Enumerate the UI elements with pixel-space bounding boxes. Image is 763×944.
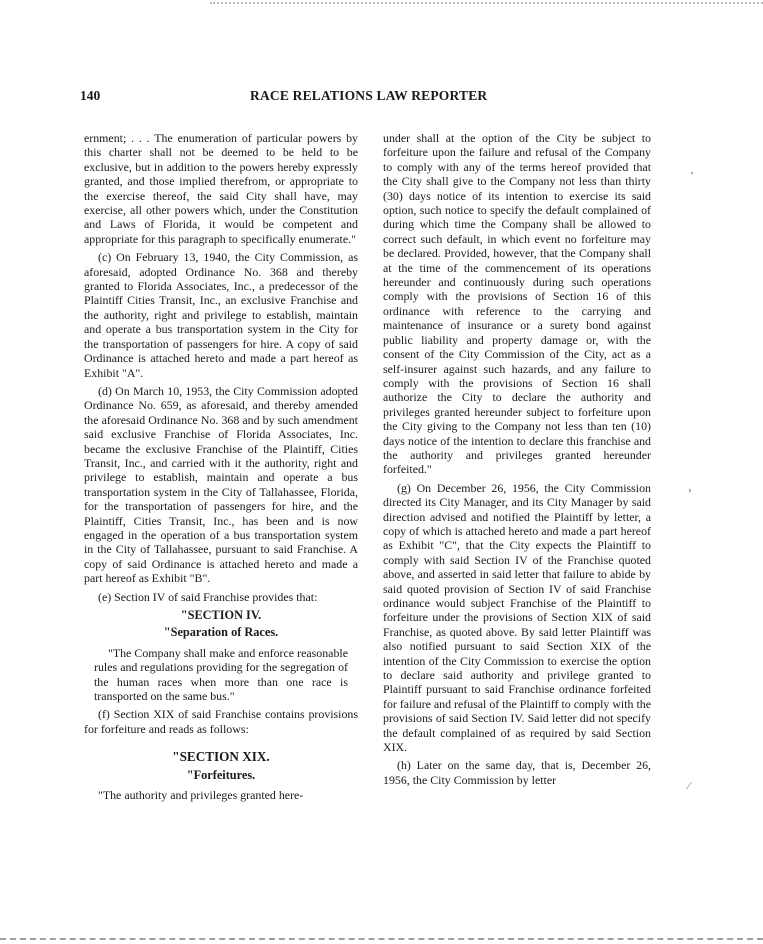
quote-section-xix-start: "The authority and privileges granted here- (98, 788, 304, 803)
heading-section-iv: "SECTION IV. (180, 608, 262, 622)
paragraph-e: (e) Section IV of said Franchise provides that: (98, 589, 318, 604)
page-number: 140 (80, 88, 101, 103)
paragraph-h: (h) Later on the same day, that is, December 26, 1956, the City Commission by letter (383, 758, 651, 787)
paragraph-charter-continuation: ernment; . . . The enumeration of particular powers by this charter shall not be deemed to be held to be exclusive, but in addition to the powers hereby expressly granted, and those implied therefrom, or appropriate to the exercise thereof, the said City shall have, may exercise, all other powers which, under the Constitution and Laws of Florida, it would be competent and appropriate for this paragraph to specifically enumerate." (84, 131, 358, 246)
page-header (80, 88, 660, 108)
quote-section-iv: "The Company shall make and enforce reasonable rules and regulations providing for the segregation of the human races when more than one race is transported on the same bus." (94, 645, 348, 704)
heading-forfeitures: "Forfeitures. (186, 767, 256, 782)
margin-speck: ⁄ (688, 780, 690, 792)
paragraph-f: (f) Section XIX of said Franchise contains provisions for forfeiture and reads as follows: (84, 707, 358, 736)
heading-section-xix: "SECTION XIX. (172, 749, 270, 765)
bottom-scan-rule (0, 938, 763, 940)
top-scan-rule (210, 2, 763, 4)
margin-speck: › (688, 484, 692, 496)
paragraph-d: (d) On March 10, 1953, the City Commission adopted Ordinance No. 659, as aforesaid, and thereby amended the aforesaid Ordinance No. 368 and by such amendment said exclusive Franchise of Florida Associates, Inc. became the exclusive Franchise of the Plaintiff, Cities Transit, Inc., and carried with it the authority, right and privilege to establish, maintain and operate a bus transportation system in the City of Tallahassee, Florida, for the transportation of passengers for hire, and the Plaintiff, Cities Transit, Inc., has been and is now engaged in the operation of a bus transportation system in the City of Tallahassee, pursuant to said Franchise. A copy of said Ordinance is attached hereto and made a part hereof as Exhibit "B". (84, 383, 358, 586)
left-column (84, 131, 358, 806)
running-head: RACE RELATIONS LAW REPORTER (250, 88, 488, 103)
paragraph-c: (c) On February 13, 1940, the City Commission, as aforesaid, adopted Ordinance No. 368 and thereby granted to Florida Associates, Inc., a predecessor of the Plaintiff Cities Transit, Inc., an exclusive Franchise and the authority, right and privilege to establish, maintain and operate a bus transportation system in the City for the transportation of passengers for hire. A copy of said Ordinance is attached hereto and made a part hereof as Exhibit "A". (84, 250, 358, 380)
paragraph-g: (g) On December 26, 1956, the City Commission directed its City Manager, and its City Manager by said direction advised and notified the Plaintiff by letter, a copy of which is attached hereto and made a part hereof as Exhibit "C", that the City expects the Plaintiff to comply with said Section IV of the Franchise quoted above, and asserted in said letter that failure to abide by said quoted provision of Section IV of said Franchise ordinance would subject Franchise of the Plaintiff to forfeiture under the provisions of Section XIX of said Franchise, as quoted above. By said letter Plaintiff was also notified pursuant to said Section XIX of the intention of the City Commission to exercise the option to declare said authority and privilege granted to Plaintiff pursuant to said Franchise ordinance forfeited for failure and refusal of the Plaintiff to comply with the provisions of said Section IV. Said letter did not specify the default complained of as required by said Section XIX. (383, 480, 651, 755)
right-column (383, 131, 651, 791)
heading-separation-of-races: "Separation of Races. (163, 625, 279, 640)
quote-section-xix-continuation: under shall at the option of the City be subject to forfeiture upon the failure and refusal of the Company to comply with any of the terms hereof provided that the City shall give to the Company not less than thirty (30) days notice of its intention to exercise its said option, such notice to specify the default complained of during which time the Company shall be allowed to correct such default, in which event no forfeiture may be declared. Provided, however, that the Company shall at the time of the commencement of its operations hereunder and continuously during such operations comply with the provisions of Section 16 of this ordinance with reference to the carrying and maintenance of insurance or a surety bond against public liability and property damage or, with the consent of the City Commission of the City, act as a self-insurer against such hazards, and any failure to comply with the provisions of Section 16 shall authorize the City to declare the authority and privileges granted hereunder subject to forfeiture upon the City giving to the Company not less than ten (10) days notice of the intention to declare this franchise and the authority and privileges granted hereunder forfeited." (383, 131, 651, 477)
margin-speck: ʼ (690, 170, 694, 182)
